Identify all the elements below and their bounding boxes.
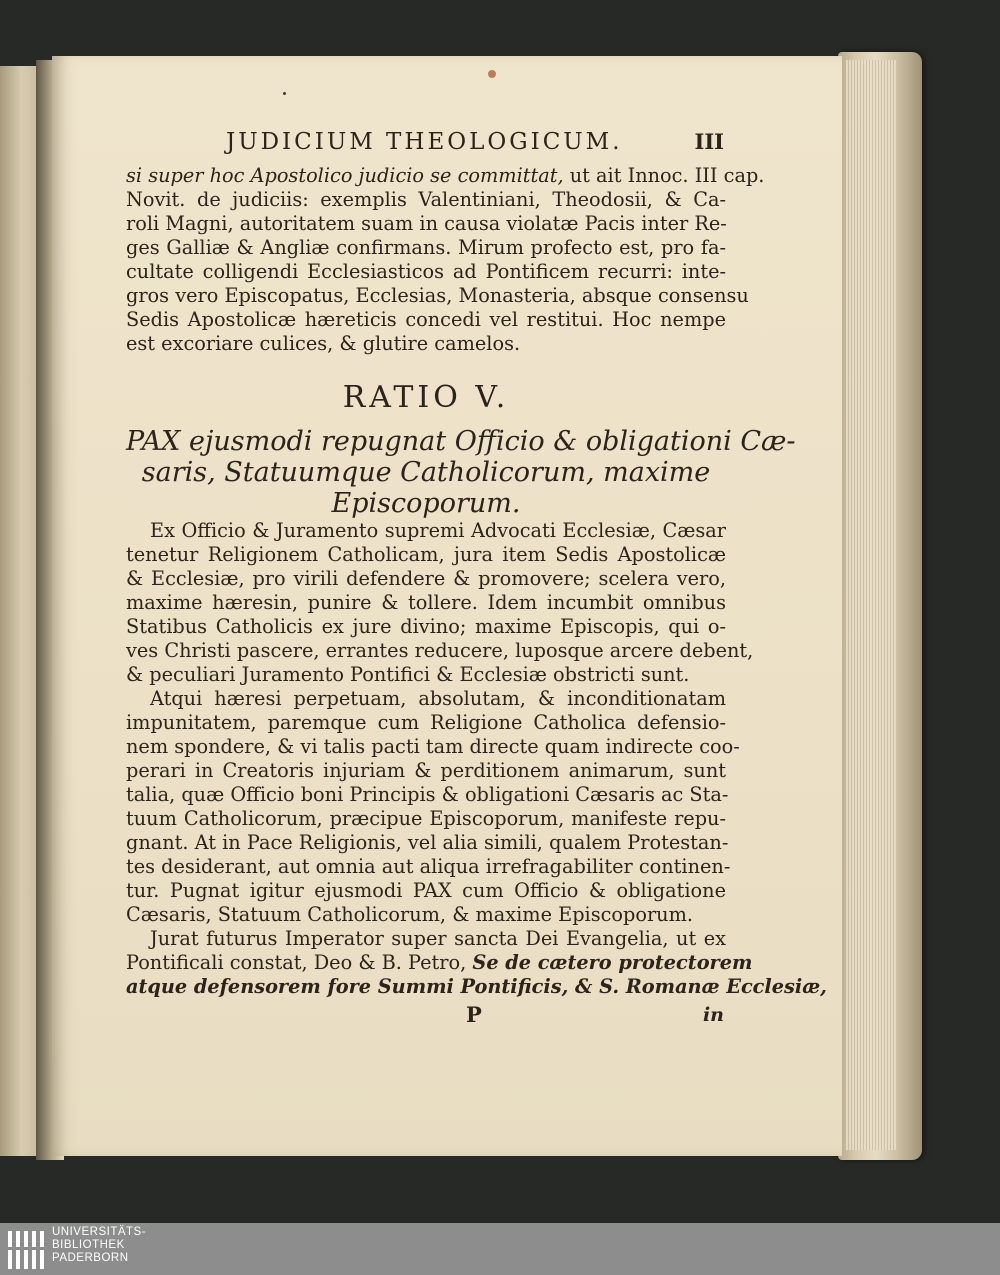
text-line: Novit. de judiciis: exemplis Valentiniani, Theodosii, & Ca- [126,188,726,211]
text-line: si super hoc Apostolico judicio se committat, ut ait Innoc. III cap. [126,164,765,187]
text-line: talia, quæ Officio boni Principis & obligationi Cæsaris ac Sta- [126,783,729,806]
text-line: tur. Pugnat igitur ejusmodi PAX cum Officio & obligatione [126,879,726,902]
text-line: Pontificali constat, Deo & B. Petro, Se de cætero protectorem [126,951,753,974]
text-line: atque defensorem fore Summi Pontificis, & S. Romanæ Ecclesiæ, [126,975,827,998]
subtitle-line: saris, Statuumque Catholicorum, maxime [141,457,711,488]
section-heading: RATIO V. [342,380,510,415]
paragraph-2 [126,519,754,687]
text-line: tuum Catholicorum, præcipue Episcoporum, manifeste repu- [126,807,726,830]
text-line: gnant. At in Pace Religionis, vel alia simili, qualem Protestan- [126,831,729,854]
ink-speck [283,92,286,95]
paragraph-1 [126,164,765,356]
text-line: maxime hæresin, punire & tollere. Idem incumbit omnibus [126,591,726,614]
text-line: tenetur Religionem Catholicam, jura item Sedis Apostolicæ [126,543,726,566]
library-footer-bar [0,1223,1000,1275]
text-line: perari in Creatoris injuriam & perditionem animarum, sunt [126,759,726,782]
text-line: gros vero Episcopatus, Ecclesias, Monasteria, absque consensu [126,284,749,307]
library-name-line: UNIVERSITÄTS- [52,1226,147,1238]
text-line: ves Christi pascere, errantes reducere, luposque arcere debent, [126,639,754,662]
library-name-line: PADERBORN [52,1252,129,1264]
subtitle-line: PAX ejusmodi repugnat Officio & obligationi Cæ- [126,426,796,457]
text-line: Statibus Catholicis ex jure divino; maxime Episcopis, qui o- [126,615,726,638]
subtitle-line: Episcoporum. [331,488,521,519]
text-line: Cæsaris, Statuum Catholicorum, & maxime Episcoporum. [126,903,694,926]
text-line: Atqui hæresi perpetuam, absolutam, & inconditionatam [150,687,726,710]
text-line: est excoriare culices, & glutire camelos. [126,332,521,355]
library-name [52,1226,146,1265]
ink-stain [488,70,496,78]
text-line: Sedis Apostolicæ hæreticis concedi vel restitui. Hoc nempe [126,308,726,331]
paragraph-3 [126,687,740,927]
library-logo-icon [6,1227,50,1271]
text-line: Ex Officio & Juramento supremi Advocati Ecclesiæ, Cæsar [150,519,726,542]
text-line: Jurat futurus Imperator super sancta Dei Evangelia, ut ex [150,927,726,950]
left-page-edge [0,66,37,1156]
text-line: nem spondere, & vi talis pacti tam directe quam indirecte coo- [126,735,740,758]
signature-mark: P [466,1002,482,1027]
page-footer [126,1003,726,1031]
page-leaves [846,60,896,1150]
text-line: & Ecclesiæ, pro virili defendere & promovere; scelera vero, [126,567,726,590]
library-name-line: BIBLIOTHEK [52,1239,125,1251]
catchword: in [702,1004,724,1026]
running-head [126,126,726,164]
text-line: & peculiari Juramento Pontifici & Ecclesiæ obstricti sunt. [126,663,690,686]
text-line: roli Magni, autoritatem suam in causa violatæ Pacis inter Re- [126,212,727,235]
text-line: cultate colligendi Ecclesiasticos ad Pontificem recurri: inte- [126,260,726,283]
text-line: tes desiderant, aut omnia aut aliqua irrefragabiliter continen- [126,855,731,878]
text-line: ges Galliæ & Angliæ confirmans. Mirum profecto est, pro fa- [126,236,726,259]
text-line: impunitatem, paremque cum Religione Catholica defensio- [126,711,726,734]
section-subtitle [126,426,796,519]
page-text [126,126,827,1031]
paragraph-4 [126,927,827,999]
running-title: JUDICIUM THEOLOGICUM. [226,129,623,155]
page-number: III [694,129,724,154]
